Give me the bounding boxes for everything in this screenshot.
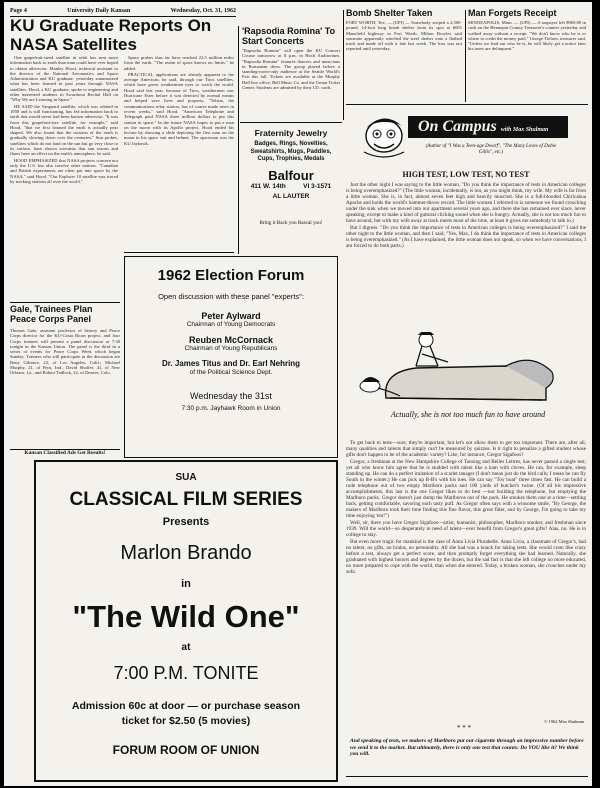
nasa-headline: KU Graduate Reports On NASA Satellites xyxy=(10,16,212,54)
ad-contact-line xyxy=(242,183,340,191)
marlboro-closing: And speaking of tests, we makers of Marlboro put our cigarette through an impressive number before we send it to the market. But ultimately, there is only one test that counts: Do YOU like it? We think you will. xyxy=(350,738,584,758)
nasa-paragraph: HOOD EMPHASIZED that NASA projects concern not only the U.S. but also involve other nations. "Canadian and British experiments are often put into space by the NASA," said Hood. "Our Explorer 10 satellite was traced by tracking stations all over the world." xyxy=(10,157,118,184)
election-forum-ad xyxy=(124,256,338,458)
on-campus-paragraph: Well, sir, there you have Gregor Sigafoos—artist, humanist, philosopher, Marlboro smoker, and freshman since 1939. Will the world—so desperately in need of talent—ever benefit from Gregor's great gifts? Alas, no. He is in college to stay. xyxy=(346,520,586,538)
nasa-column-1 xyxy=(10,55,118,253)
bomb-headline: Bomb Shelter Taken xyxy=(346,8,433,18)
on-campus-byline: (Author of "I Was a Teen-age Dwarf", "The Many Loves of Dobie Gillis", etc.) xyxy=(425,144,557,155)
panelist-1-name: Peter Aylward xyxy=(201,311,261,321)
receipt-body: MINNEAPOLIS, Minn. — (UPI) — A taxpayer left $969.88 in cash on the Hennepin County Treasurer's counter yesterday and walked away without a receipt. "We don't know who he is or where to credit the money paid," George Tielsen, treasurer said. "Unless we find out who he is, he will likely get a notice later his taxes are delinquent." xyxy=(468,20,586,52)
on-campus-with-text: with Max Shulman xyxy=(500,127,549,133)
gale-body: Thomas Gale, assistant professor of history and Peace Corps director for the KU-Costa Rican project, and four Corps trainees will present a panel discussion at 7:30 tonight in the Kansas Union. The panel is the third in a series of events for Peace Corps Week which began Sunday. Trainees who will participate in the discussion are Betty Gilmore, 22, of Los Angeles, Calif.; Michael Murphy, 21, of Peru, Ind.; David Shaffer, 41, of New Orleans, La., and Robert Tadlock, 22, of Denver, Colo. xyxy=(10,328,120,376)
masthead xyxy=(10,8,236,14)
max-shulman-caricature-icon xyxy=(360,112,406,160)
on-campus-paragraph: To get back to tests—sure, they're important, but let's not allow them to get too important. There are, after all, many qualities and talents that simply can't be measured by quizzes. Is it right to penalize a gifted student whose gifts don't happen to be of the academic variety? Like, for instance, Gregor Sigafoos? xyxy=(346,440,586,458)
on-campus-paragraph: Just the other night I was saying to the little woman, "Do you think the importance of tests in American colleges is being overemphasized?" (The little woman, incidentally, is not, as you might think, my wife. My wife is far from a little woman. She is, in fact, almost seven feet high and heavily muscled. She is a full-blooded Chiricahua Apache and holds the world's hammer-throw record. The little woman I referred to is someone we found crouching under the sink when we moved into our apartment several years ago, and there she has remained ever since, never speaking, except to make a kind of guttural clicking sound when she is hungry. Actually, she is not too much fun to have around, but with my wife away at track meets most of the time, at least it gives me somebody to talk to.) xyxy=(346,182,586,224)
bomb-body: FORT WORTH, Tex. — (UPI) — Somebody swiped a 2,500-pound, 14-foot long bomb shelter from its spot at 6001 Mansfield highway in Fort Worth. Milton Broyles said someone apparently winched the steel shelter onto a flatbed truck and made off with it late last week. The loss was not reported until yesterday. xyxy=(346,20,462,52)
classified-ads-note: Kansan Classified Ads Get Results! xyxy=(24,450,106,456)
on-campus-intro xyxy=(346,182,586,330)
film-star: Marlon Brando xyxy=(120,542,252,564)
film-time: 7:00 P.M. TONITE xyxy=(113,663,259,683)
forum-location: 7:30 p.m. Jayhawk Room in Union xyxy=(181,404,281,412)
film-series-title: CLASSICAL FILM SERIES xyxy=(69,489,303,510)
section-stars: * * * xyxy=(457,724,471,732)
panelist-1-role: Chairman of Young Democrats xyxy=(186,321,276,328)
gale-headline: Gale, Trainees Plan Peace Corps Panel xyxy=(10,304,93,324)
ad-phone: VI 3-1571 xyxy=(303,182,332,190)
ad-contact-name: AL LAUTER xyxy=(272,192,310,200)
fraternity-tagline: Bring it Back you Rascal you! xyxy=(259,220,323,226)
cartoon-caption: Actually, she is not too much fun to have around xyxy=(390,410,546,419)
nasa-column-2 xyxy=(124,55,234,251)
paper-name: University Daily Kansan xyxy=(67,8,131,14)
film-title: "The Wild One" xyxy=(72,599,300,634)
on-campus-paragraph: But even more tragic for mankind is the case of Anna Livia Plurabelle. Anna Livia, a classmate of Gregor's, had no talent, no gifts, no brains, no personality. All she had was a knack for taking tests. She would cram like crazy before a test, always get a perfect score, and then promptly forget everything she had learned. Naturally, she graduated with highest honors and degrees by the dozen, but the sad fact is that she left college no more educated, no more prepared to cope with the world, than when she entered. Today, a broken woman, she crouches under my sofa. xyxy=(346,539,586,575)
nasa-paragraph: One grapefruit-sized satellite in orbit has sent more information back to earth than man could have ever hoped to obtain otherwise. Manley Hood, technical assistant to the director of the National Aeronautics and Space Administration and KU graduate, yesterday summarized what has been learned in past years through NASA satellites. Hood, a KU graduate, spoke to engineering and other interested students in Swarthout Recital Hall on "Why We are Learning in Space." xyxy=(10,55,118,103)
ad-items: Badges, Rings, Novelties, Sweatshirts, Mugs, Paddles, Cups, Trophies, Medals xyxy=(250,141,332,162)
on-campus-body xyxy=(346,440,586,718)
panelist-2-role: Chairman of Young Republicans xyxy=(184,345,278,352)
copyright-note: © 1962 Max Shulman xyxy=(543,719,584,724)
on-campus-paragraph: Gregor, a freshman at the New Hampshire College of Tanning and Belles Lettres, has never passed a single test; yet all who know him agree that he is studded with talent like a ham with cloves. He can, for example, sleep standing up. He can do a perfect imitation of a scarlet tanager (I don't mean just do the bird calls; I mean he can fly South in the winter.) He can pick up B-B's with his toes. He can say "Toy boat" three times fast. He can build a rude telephone out of two empty Marlboro packs and 100 yards of butcher's twine. (Of all his impressive accomplishments, this last is the one Gregor likes to do best —not building the telephone, but emptying the Marlboro packs. Gregor doesn't just dump the Marlboros out of the pack. He smokes them one at a time—settling back, getting comfortable, savoring each tasty puff. As Gregor often says with a winsome smile, "By George, the makers of Marlboro took their time finding this fine flavor, this great filter, and by George, I'm going to take my time enjoying 'em!") xyxy=(346,459,586,519)
ad-title: Fraternity Jewelry xyxy=(254,128,328,138)
on-campus-logo xyxy=(408,116,568,138)
newspaper-page xyxy=(4,2,592,786)
issue-date: Wednesday, Oct. 31, 1962 xyxy=(170,8,236,14)
ad-address: 411 W. 14th xyxy=(250,182,286,190)
forum-date: Wednesday the 31st xyxy=(190,390,272,401)
fraternity-jewelry-ad xyxy=(242,128,340,216)
ad-store-name: Balfour xyxy=(268,167,314,183)
on-campus-logo-text: On Campus xyxy=(418,118,497,135)
film-admission: Admission 60c at door — or purchase season ticket for $2.50 (5 movies) xyxy=(71,700,301,727)
panelist-2-name: Reuben McCornack xyxy=(188,335,274,345)
forum-subtitle: Open discussion with these panel "experts": xyxy=(158,292,304,301)
rapsodia-headline: 'Rapsodia Romina' To Start Concerts xyxy=(242,26,336,46)
panelist-3-names: Dr. James Titus and Dr. Earl Nehring xyxy=(161,359,301,368)
forum-title: 1962 Election Forum xyxy=(157,267,305,284)
on-campus-paragraph: But I digress. "Do you think the importance of tests in American colleges is being overemphasized?" I said the other night to the little woman, and then I said, "Yes, Max, I do think the importance of tests in American colleges is being overemphasized." (As I have explained, the little woman does not speak, so when we have conversations, I am forced to do both parts.) xyxy=(346,225,586,249)
film-presents: Presents xyxy=(162,516,210,528)
cartoon-illustration xyxy=(356,332,578,410)
page-number: Page 4 xyxy=(10,8,27,14)
film-series-ad xyxy=(34,460,338,782)
nasa-paragraph: PRACTICAL applications are already apparent to the average American, he said, through our Tiros satellites, which have given weathermen eyes to watch the world. Hood said last year, because of Tiros, weathermen saw Hurricane Ester before it was detected by normal means and helped save lives and property. "Telstar, the communications relay station, has of course made news in recent weeks," said Hood. "American Telephone and Telegraph paid NASA three million dollars to put this station in space." In the future NASA hopes to put a man on the moon with its Apollo project. Hood ended his lecture by showing a slide depicting the first man on the moon in his space suit and helmet. The spaceman was the KU Jayhawk. xyxy=(124,71,234,146)
nasa-paragraph: Space probes thus far have reached 22.5 million miles from the earth. "The realm of space knows no limits," he added. xyxy=(124,55,234,71)
film-venue: FORUM ROOM OF UNION xyxy=(112,743,260,757)
film-in: in xyxy=(181,578,191,590)
film-sponsor: SUA xyxy=(175,472,197,483)
film-at: at xyxy=(181,642,191,653)
nasa-paragraph: HE SAID the Vanguard satellite, which was orbited in 1958 and is still functioning, has fed information back to earth that would never had been known otherwise. "It was from this grapefruit-size satellite, for example," said Hood, "that we first learned the earth is actually pear shaped. We also found that the rotation of the earth is gradually slowing down over the centuries." Sun probes, satellites which do not land on the sun but go very close to its surface, have shown scientists that sun storms and flares have an effect on the earth's atmosphere, he said. xyxy=(10,103,118,157)
rapsodia-body: "Rapsodia Romina" will open the KU Concert Course tomorrow at 8 p.m. in Hoch Auditorium. "Rapsodia Romina" features dancers and musicians in Romanian dress. The group played before a standing-room-only audience at the Seattle World's Fair this fall. Tickets are available at the Murphy Hall box office, Bell Music Co. and the Union Ticket Center. Students are admitted by their I.D. cards. xyxy=(242,48,340,91)
panelist-3-role: of the Political Science Dept. xyxy=(189,368,273,376)
receipt-headline: Man Forgets Receipt xyxy=(468,8,557,18)
on-campus-headline: HIGH TEST, LOW TEST, NO TEST xyxy=(402,170,530,179)
